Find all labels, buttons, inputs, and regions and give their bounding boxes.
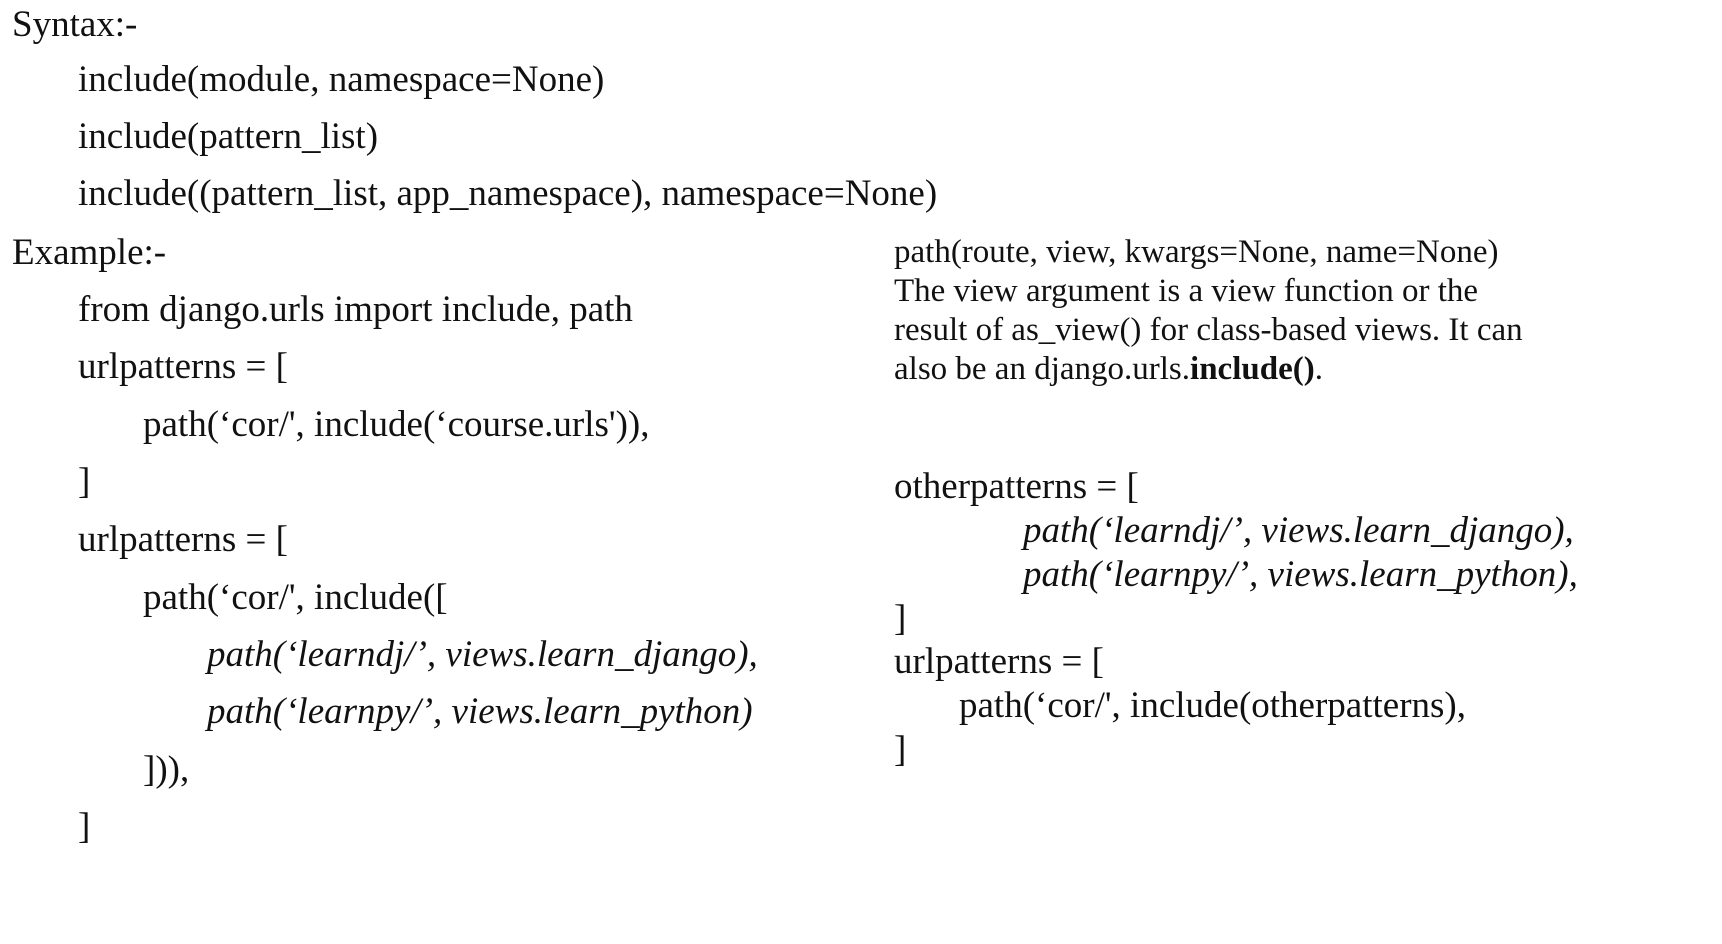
import-line: from django.urls import include, path <box>78 289 633 330</box>
otherpatterns-close: ] <box>894 598 907 639</box>
otherpatterns-inner-1: path(‘learndj/’, views.learn_django), <box>1023 510 1574 551</box>
example-heading: Example:- <box>12 232 167 273</box>
block2-path-close: ])), <box>143 749 190 790</box>
block2-path-open: path(‘cor/', include([ <box>143 577 448 618</box>
block1-path-line: path(‘cor/', include(‘course.urls')), <box>143 404 650 445</box>
block1-open: urlpatterns = [ <box>78 346 288 387</box>
note-desc-line-3 <box>894 353 1323 386</box>
block2-open: urlpatterns = [ <box>78 519 288 560</box>
block2-inner-2: path(‘learnpy/’, views.learn_python) <box>207 691 753 732</box>
note-desc-suffix: . <box>1314 351 1323 387</box>
right-urlpatterns-path: path(‘cor/', include(otherpatterns), <box>959 685 1466 726</box>
syntax-line-1: include(module, namespace=None) <box>78 59 605 100</box>
block2-inner-1: path(‘learndj/’, views.learn_django), <box>207 634 758 675</box>
note-desc-prefix: also be an django.urls. <box>894 351 1191 387</box>
include-func-bold: include() <box>1190 351 1315 387</box>
note-desc-line-1: The view argument is a view function or the <box>894 273 1479 309</box>
right-urlpatterns-close: ] <box>894 729 907 770</box>
right-urlpatterns-open: urlpatterns = [ <box>894 641 1104 682</box>
path-signature: path(route, view, kwargs=None, name=None) <box>894 234 1499 270</box>
note-desc-line-2: result of as_view() for class-based views. It can <box>894 312 1523 348</box>
block1-close: ] <box>78 461 91 502</box>
block2-close: ] <box>78 806 91 847</box>
otherpatterns-open: otherpatterns = [ <box>894 466 1139 507</box>
syntax-line-3: include((pattern_list, app_namespace), namespace=None) <box>78 173 938 214</box>
syntax-line-2: include(pattern_list) <box>78 116 379 157</box>
otherpatterns-inner-2: path(‘learnpy/’, views.learn_python), <box>1023 554 1578 595</box>
syntax-heading: Syntax:- <box>12 4 138 45</box>
